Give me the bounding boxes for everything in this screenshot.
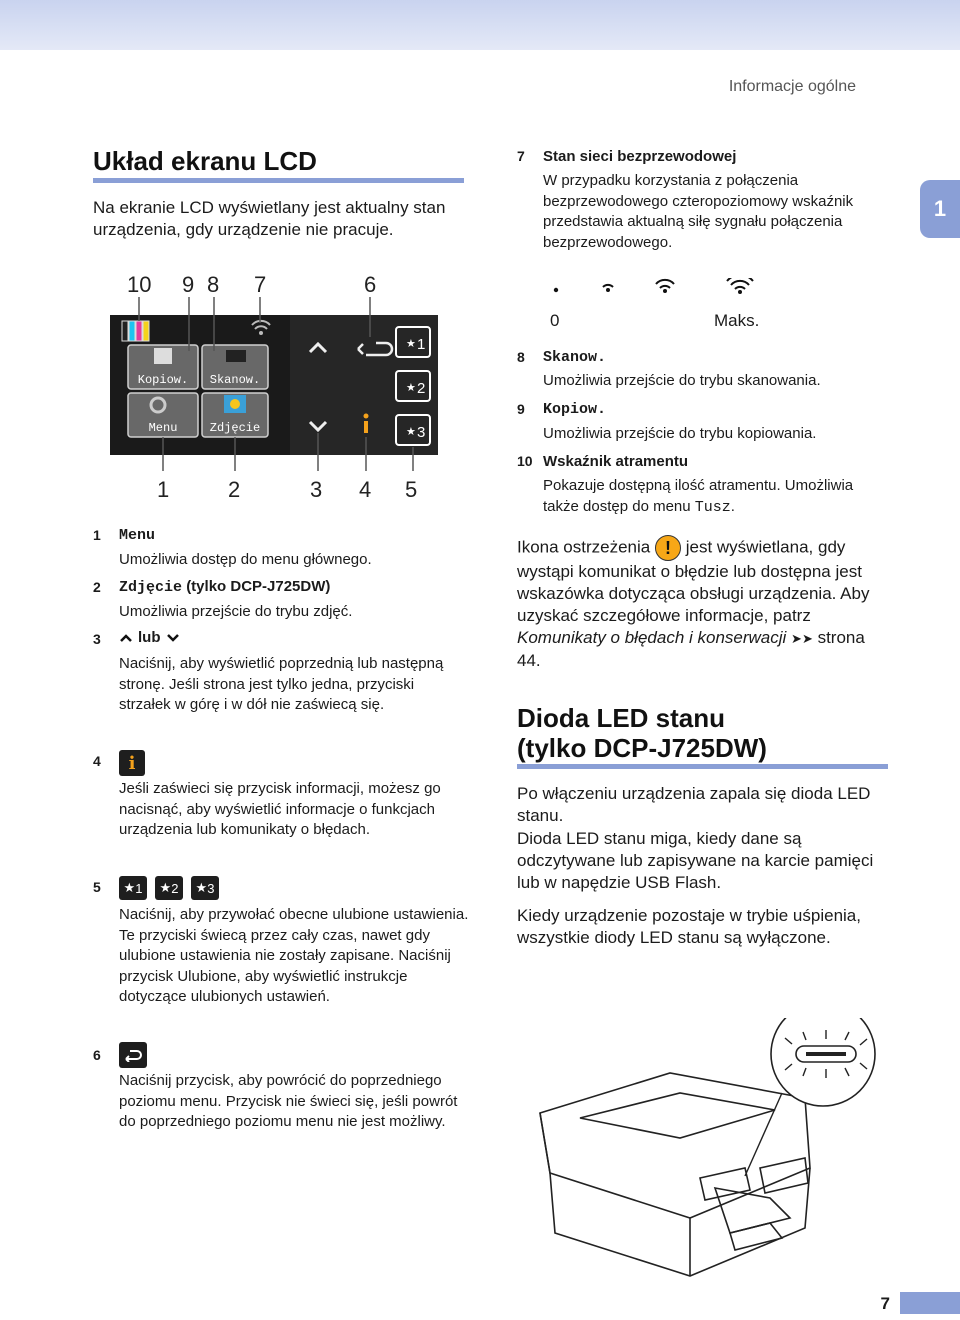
item-desc: Pokazuje dostępną ilość atramentu. Umożliwia także dostęp do menu Tusz. — [543, 477, 854, 516]
item-desc: Umożliwia przejście do trybu zdjęć. — [119, 603, 353, 620]
callout-8: 8 — [207, 272, 220, 297]
callout-6: 6 — [364, 272, 377, 297]
item-label-line — [119, 629, 180, 646]
item-desc: Naciśnij przycisk, aby powrócić do poprzedniego poziomu menu. Przycisk nie świeci się, jeśli powrót do poprzedniego poziomu menu nie jest możliwy. — [119, 1072, 458, 1130]
led-section-title: Dioda LED stanu (tylko DCP-J725DW) — [517, 703, 767, 763]
chapter-tab: 1 — [920, 180, 960, 238]
printer-illustration — [520, 1018, 890, 1280]
item-desc: Umożliwia przejście do trybu skanowania. — [543, 372, 821, 389]
item-label: Skanow. — [543, 349, 607, 366]
favorite-icons — [119, 876, 219, 900]
svg-text:Skanow.: Skanow. — [209, 373, 261, 387]
callout-3: 3 — [310, 477, 323, 502]
section-title: Układ ekranu LCD — [93, 146, 317, 176]
svg-text:★: ★ — [406, 382, 416, 394]
item-label: Menu — [119, 527, 156, 544]
signal-max-label: Maks. — [714, 311, 760, 330]
item-number: 7 — [517, 148, 525, 164]
item-number: 5 — [93, 879, 101, 895]
item-number: 4 — [93, 753, 101, 769]
title-rule — [93, 178, 464, 183]
warning-paragraph: Ikona ostrzeżenia ! jest wyświetlana, gdy wystąpi komunikat o błędzie lub dostępna jest wskazówka dotycząca obsługi urządzenia. Aby uzyskać szczegółowe informacje, patrz Komunikaty o błędach i konserwacji ➤➤ strona 44. — [517, 535, 889, 672]
led-title-rule — [517, 764, 888, 769]
running-header: Informacje ogólne — [728, 78, 856, 95]
svg-text:Kopiow.: Kopiow. — [137, 373, 189, 387]
item-desc: Naciśnij, aby przywołać obecne ulubione ustawienia. Te przyciski świecą przez cały czas, nawet gdy ulubione ustawienia nie zostały zapisane. Naciśnij przycisk Ulubione, aby wyświetlić instrukcje dotyczące ulubionych ustawień. — [119, 906, 469, 1005]
page-number-tab — [900, 1292, 960, 1314]
svg-text:3: 3 — [417, 424, 426, 441]
item-title: Stan sieci bezprzewodowej — [543, 148, 737, 165]
callout-2: 2 — [228, 477, 241, 502]
page-number: 7 — [880, 1294, 890, 1313]
favorite-3-icon: ★ 3 — [191, 876, 219, 900]
callout-1: 1 — [157, 477, 170, 502]
svg-text:★: ★ — [406, 426, 416, 438]
svg-text:Menu: Menu — [148, 421, 178, 435]
callout-5: 5 — [405, 477, 418, 502]
svg-text:★: ★ — [406, 338, 416, 350]
item-number: 2 — [93, 579, 101, 595]
back-icon — [119, 1042, 147, 1068]
favorite-1-icon: ★ 1 — [119, 876, 147, 900]
item-number: 9 — [517, 401, 525, 417]
item-number: 1 — [93, 527, 101, 543]
item-label: Kopiow. — [543, 401, 607, 418]
svg-text:2: 2 — [417, 380, 426, 397]
item-number: 10 — [517, 453, 533, 469]
item-label-suffix: (tylko DCP-J725DW) — [186, 578, 331, 595]
item-number: 3 — [93, 631, 101, 647]
item-desc: Umożliwia dostęp do menu głównego. — [119, 551, 372, 568]
callout-10: 10 — [127, 272, 152, 297]
led-paragraph-3: Kiedy urządzenie pozostaje w trybie uśpienia, wszystkie diody LED stanu są wyłączone. — [517, 906, 861, 947]
signal-min-label: 0 — [550, 311, 560, 330]
intro-text: Na ekranie LCD wyświetlany jest aktualny stan urządzenia, gdy urządzenie nie pracuje. — [93, 198, 446, 239]
item-label: lub — [138, 629, 161, 646]
item-number: 6 — [93, 1047, 101, 1063]
favorite-2-icon: ★ 2 — [155, 876, 183, 900]
item-title: Wskaźnik atramentu — [543, 453, 689, 470]
led-paragraph-2: Dioda LED stanu miga, kiedy dane są odczytywane lub zapisywane na karcie pamięci lub w napędzie USB Flash. — [517, 829, 874, 892]
item-label: Zdjęcie — [119, 579, 183, 596]
chevron-down-icon — [166, 632, 180, 644]
warning-icon: ! — [655, 535, 681, 561]
item-number: 8 — [517, 349, 525, 365]
callout-9: 9 — [182, 272, 195, 297]
info-icon: i — [119, 750, 145, 776]
item-label-line — [119, 578, 330, 596]
item-desc: Umożliwia przejście do trybu kopiowania. — [543, 425, 817, 442]
item-desc: Jeśli zaświeci się przycisk informacji, możesz go nacisnąć, aby wyświetlić informacje o funkcjach urządzenia lub komunikaty o błędach. — [119, 780, 441, 838]
callout-7: 7 — [254, 272, 267, 297]
led-paragraph-1: Po włączeniu urządzenia zapala się dioda LED stanu. — [517, 784, 871, 825]
svg-text:1: 1 — [417, 336, 426, 353]
top-band — [0, 0, 960, 50]
item-desc: W przypadku korzystania z połączenia bezprzewodowego czteropoziomowy wskaźnik przedstawia aktualną siłę sygnału połączenia bezprzewodowego. — [543, 172, 854, 251]
chevron-up-icon — [119, 632, 133, 644]
signal-strength-icons — [540, 278, 770, 306]
lcd-diagram — [108, 265, 438, 505]
callout-4: 4 — [359, 477, 372, 502]
item-desc: Naciśnij, aby wyświetlić poprzednią lub następną stronę. Jeśli strona jest tylko jedna, przyciski strzałek w górę i w dół nie zaświecą się. — [119, 655, 444, 713]
svg-text:Zdjęcie: Zdjęcie — [209, 421, 261, 435]
